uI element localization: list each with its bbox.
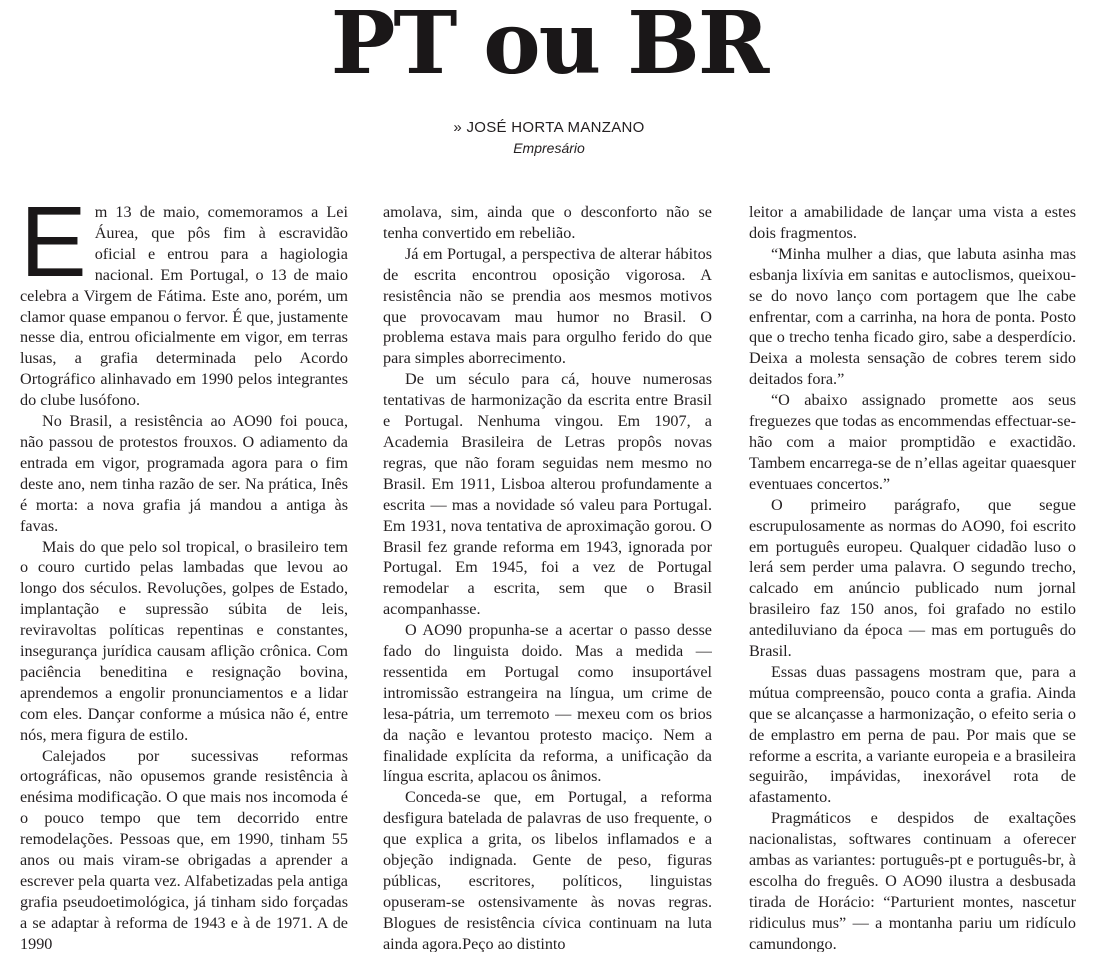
article-paragraph: De um século para cá, houve numerosas tentativas de harmonização da escrita entre Brasil e Portugal. Nenhuma vingou. Em 1907, a Academia Brasileira de Letras propôs novas regras, que não foram seguidas nem mesmo no Brasil. Em 1911, Lisboa alterou profundamente a escrita — mas a novidade só valeu para Portugal. Em 1931, nova tentativa de aproximação gorou. O Brasil fez grande reforma em 1943, ignorada por Portugal. Em 1945, foi a vez de Portugal remodelar a escrita, sem que o Brasil acompanhasse. bbox=[383, 370, 712, 619]
article-paragraph: Conceda-se que, em Portugal, a reforma desfigura batelada de palavras de uso frequente, o que explica a grita, os libelos inflamados e a objeção indignada. Gente de peso, figuras públicas, escritores, políticos, linguistas opuseram-se ostensivamente às novas regras. Blogues de resistência cívica continuam na luta ainda agora.Peço ao distinto bbox=[383, 788, 712, 952]
drop-cap: E bbox=[20, 202, 87, 298]
author-role: Empresário bbox=[513, 140, 585, 156]
article-paragraph: O AO90 propunha-se a acertar o passo desse fado do linguista doido. Mas a medida — ressentida em Portugal como insuportável intromissão estrangeira na língua, um crime de lesa-pátria, um terremoto — mexeu com os brios da nação e levantou protesto maciço. Nem a finalidade explícita da reforma, a unificação da língua escrita, aplacou os ânimos. bbox=[383, 621, 712, 786]
article-paragraph: No Brasil, a resistência ao AO90 foi pouca, não passou de protestos frouxos. O adiamento da entrada em vigor, programada agora para o fim deste ano, nem tinha razão de ser. Na prática, Inês é morta: a nova grafia já mandou a antiga às favas. bbox=[20, 412, 348, 535]
article-paragraph: Calejados por sucessivas reformas ortográficas, não opusemos grande resistência à enésima modificação. O que mais nos incomoda é o pouco tempo que tem decorrido entre remodelações. Pessoas que, em 1990, tinham 55 anos ou mais viram-se obrigadas a aprender a escrever pela quarta vez. Alfabetizadas pela antiga grafia pseudoetimológica, já tinham sido forçadas a se adaptar à reforma de 1943 e à de 1971. A de 1990 bbox=[20, 746, 348, 952]
article-column-2 bbox=[383, 202, 712, 952]
article-headline: PT ou BR bbox=[330, 0, 768, 94]
article-paragraph: Essas duas passagens mostram que, para a mútua compreensão, pouco conta a grafia. Ainda que se alcançasse a harmonização, o efeito seria o de emplastro em perna de pau. Por mais que se reforme a escrita, a variante europeia e a brasileira seguirão, impávidas, inexorável rota de afastamento. bbox=[749, 662, 1076, 807]
byline bbox=[0, 118, 1098, 158]
author-name: » JOSÉ HORTA MANZANO bbox=[453, 119, 645, 136]
article-column-1 bbox=[20, 202, 348, 952]
article-paragraph: Pragmáticos e despidos de exaltações nacionalistas, softwares continuam a oferecer ambas as variantes: português-pt e português-br, à escolha do freguês. O AO90 ilustra a desbusada tirada de Horácio: “Parturient montes, nascetur ridiculus mus” — a montanha pariu um ridículo camundongo. bbox=[749, 809, 1076, 952]
article-paragraph: O primeiro parágrafo, que segue escrupulosamente as normas do AO90, foi escrito em português europeu. Qualquer cidadão luso o lerá sem perder uma palavra. O segundo trecho, calcado em anúncio publicado num jornal brasileiro faz 150 anos, foi grafado no estilo antediluviano da época — mas em português do Brasil. bbox=[749, 495, 1076, 661]
article-paragraph: Mais do que pelo sol tropical, o brasileiro tem o couro curtido pelas lambadas que levou ao longo dos séculos. Revoluções, golpes de Estado, implantação e supressão súbita de leis, reviravoltas políticas repentinas e constantes, insegurança jurídica causam aflição crônica. Com paciência beneditina e resignação bovina, aprendemos a engolir pronunciamentos e a lidar com eles. Dançar conforme a música não é, entre nós, mera figura de estilo. bbox=[20, 537, 348, 744]
article-paragraph: “Minha mulher a dias, que labuta asinha mas esbanja lixívia em sanitas e autoclismos, queixou-se do novo lanço com portagem que lhe cabe enfrentar, com a carrinha, na hora de ponta. Posto que o trecho tenha ficado giro, sabe a desperdício. Deixa a molesta sensação de cobres terem sido deitados fora.” bbox=[749, 244, 1076, 389]
article-paragraph: amolava, sim, ainda que o desconforto não se tenha convertido em rebelião. bbox=[383, 203, 712, 242]
article-paragraph bbox=[20, 202, 348, 411]
article-column-3 bbox=[749, 202, 1076, 952]
article-paragraph: “O abaixo assignado promette aos seus freguezes que todas as encommendas effectuar-se-hão com a maior promptidão e exactidão. Tambem encarrega-se de n’ellas ageitar quaesquer eventuaes concertos.” bbox=[749, 391, 1076, 493]
paragraph-text: m 13 de maio, comemoramos a Lei Áurea, que pôs fim à escravidão oficial e entrou para a hagiologia nacional. Em Portugal, o 13 de maio celebra a Virgem de Fátima. Este ano, porém, um clamor quase empanou o fervor. É que, justamente nesse dia, entrou oficialmente em vigor, em terras lusas, a grafia determinada pelo Acordo Ortográfico alinhavado em 1990 pelos integrantes do clube lusófono. bbox=[20, 203, 348, 410]
article-paragraph: leitor a amabilidade de lançar uma vista a estes dois fragmentos. bbox=[749, 203, 1076, 242]
article-paragraph: Já em Portugal, a perspectiva de alterar hábitos de escrita encontrou oposição vigorosa. A resistência não se prendia aos mesmos motivos que provocavam mau humor no Brasil. O problema estava mais para orgulho ferido do que para simples aborrecimento. bbox=[383, 244, 712, 368]
